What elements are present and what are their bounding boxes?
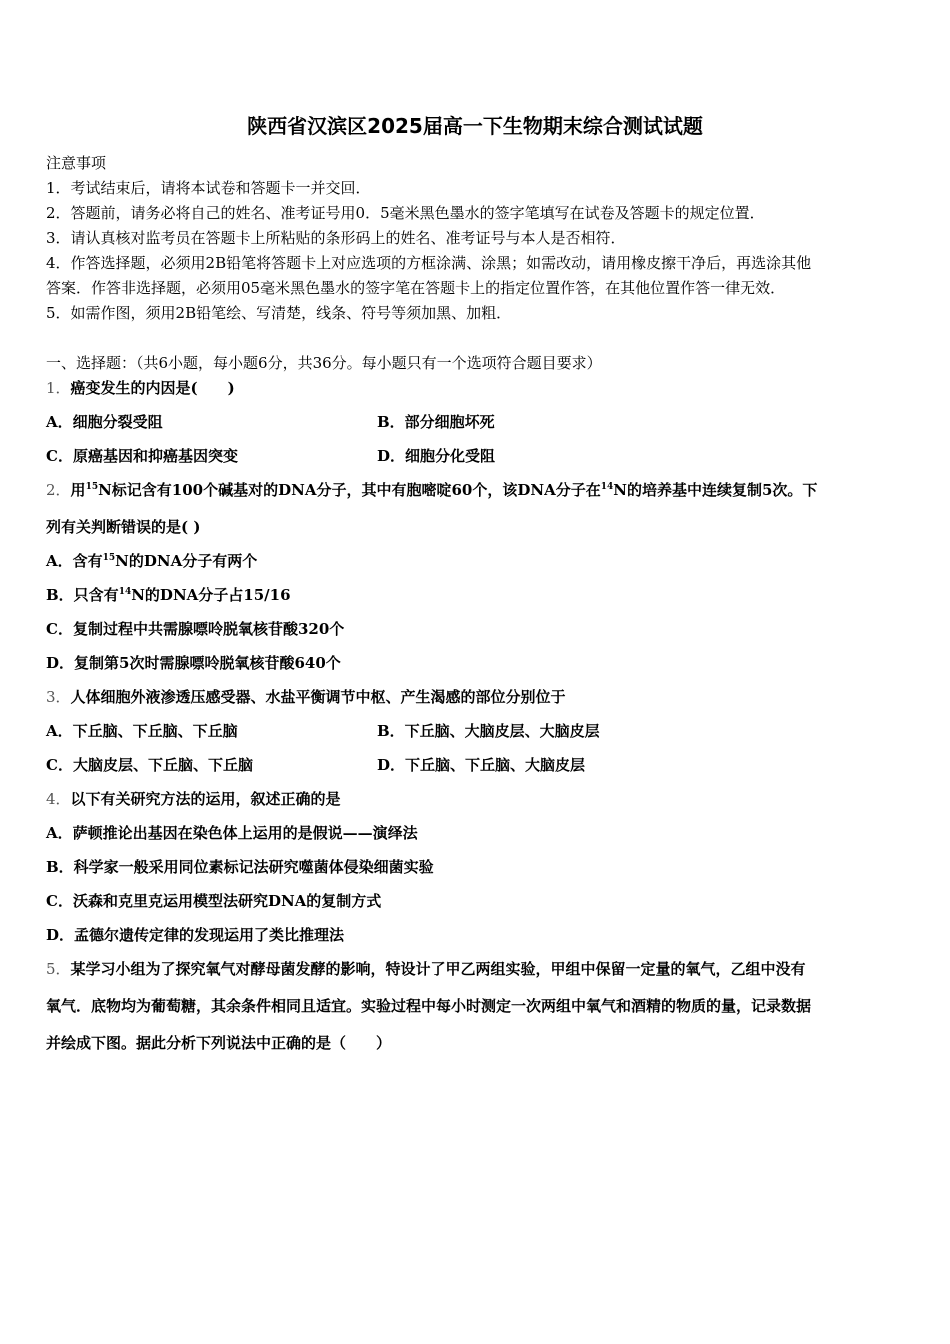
question-3-option-b: B．下丘脑、大脑皮层、大脑皮层 <box>377 722 600 740</box>
question-5-text-line1: 某学习小组为了探究氧气对酵母菌发酵的影响，特设计了甲乙两组实验，甲组中保留一定量的氧气，乙组中没有 <box>70 960 806 978</box>
question-2-text-part1: 用 <box>70 481 86 499</box>
question-2-text-part2: N标记含有100个碱基对的DNA分子，其中有胞嘧啶60个，该DNA分子在 <box>98 481 601 499</box>
question-4-option-d: D．孟德尔遗传定律的发现运用了类比推理法 <box>46 926 345 944</box>
notice-item-1: 1．考试结束后，请将本试卷和答题卡一并交回． <box>46 179 371 197</box>
question-1-option-d: D．细胞分化受阻 <box>377 447 496 465</box>
question-2-option-b <box>46 584 291 605</box>
question-3-option-a: A．下丘脑、下丘脑、下丘脑 <box>46 722 238 740</box>
question-2-option-b-part2: N的DNA分子占15/16 <box>131 586 291 604</box>
isotope-14-sup: 14 <box>118 587 132 597</box>
question-5-text-line2: 氧气．底物均为葡萄糖，其余条件相同且适宜。实验过程中每小时测定一次两组中氧气和酒精的物质的量，记录数据 <box>46 997 812 1015</box>
question-4-option-b: B．科学家一般采用同位素标记法研究噬菌体侵染细菌实验 <box>46 858 434 876</box>
notice-item-5: 5．如需作图，须用2B铅笔绘、写清楚，线条、符号等须加黑、加粗． <box>46 304 512 322</box>
question-1-stem <box>46 377 235 398</box>
notice-item-3: 3．请认真核对监考员在答题卡上所粘贴的条形码上的姓名、准考证号与本人是否相符． <box>46 229 626 247</box>
question-2-stem <box>46 479 817 500</box>
isotope-15-sup: 15 <box>85 482 99 492</box>
question-1-option-b: B．部分细胞坏死 <box>377 413 495 431</box>
section-heading: 一、选择题：（共6小题，每小题6分，共36分。每小题只有一个选项符合题目要求） <box>46 354 602 372</box>
page-title: 陕西省汉滨区2025届高一下生物期末综合测试试题 <box>247 114 703 138</box>
question-1-option-a: A．细胞分裂受阻 <box>46 413 163 431</box>
question-3-text: 人体细胞外液渗透压感受器、水盐平衡调节中枢、产生渴感的部位分别位于 <box>70 688 566 706</box>
question-2-stem-line2: 列有关判断错误的是( ) <box>46 518 201 536</box>
question-2-option-a-part2: N的DNA分子有两个 <box>115 552 258 570</box>
question-5-text-line3: 并绘成下图。据此分析下列说法中正确的是（ ） <box>46 1034 392 1052</box>
question-1-text: 癌变发生的内因是( ) <box>70 379 235 397</box>
isotope-14-sup: 14 <box>600 482 614 492</box>
question-3-number: 3． <box>46 688 71 706</box>
notice-heading: 注意事项 <box>46 154 107 172</box>
question-5-stem <box>46 958 806 979</box>
question-2-text-part3: N的培养基中连续复制5次。下 <box>613 481 818 499</box>
question-2-option-b-part1: B．只含有 <box>46 586 119 604</box>
question-4-text: 以下有关研究方法的运用，叙述正确的是 <box>70 790 341 808</box>
notice-item-4: 4．作答选择题，必须用2B铅笔将答题卡上对应选项的方框涂满、涂黑；如需改动，请用橡皮擦干净后，再选涂其他 <box>46 254 812 272</box>
question-1-number: 1． <box>46 379 71 397</box>
question-2-option-d: D．复制第5次时需腺嘌呤脱氧核苷酸640个 <box>46 654 341 672</box>
question-4-stem <box>46 788 341 809</box>
isotope-15-sup: 15 <box>102 553 116 563</box>
question-3-stem <box>46 686 566 707</box>
question-4-option-c: C．沃森和克里克运用模型法研究DNA的复制方式 <box>46 892 382 910</box>
notice-item-4-cont: 答案．作答非选择题，必须用05毫米黑色墨水的签字笔在答题卡上的指定位置作答，在其他位置作答一律无效． <box>46 279 786 297</box>
question-4-option-a: A．萨顿推论出基因在染色体上运用的是假说——演绎法 <box>46 824 418 842</box>
question-3-option-c: C．大脑皮层、下丘脑、下丘脑 <box>46 756 253 774</box>
question-2-number: 2． <box>46 481 71 499</box>
question-3-option-d: D．下丘脑、下丘脑、大脑皮层 <box>377 756 586 774</box>
question-2-option-a <box>46 550 257 571</box>
question-2-option-c: C．复制过程中共需腺嘌呤脱氧核苷酸320个 <box>46 620 345 638</box>
question-1-option-c: C．原癌基因和抑癌基因突变 <box>46 447 238 465</box>
notice-item-2: 2．答题前，请务必将自己的姓名、准考证号用0．5毫米黑色墨水的签字笔填写在试卷及答题卡的规定位置． <box>46 204 765 222</box>
question-5-number: 5． <box>46 960 71 978</box>
question-2-option-a-part1: A．含有 <box>46 552 103 570</box>
question-4-number: 4． <box>46 790 71 808</box>
